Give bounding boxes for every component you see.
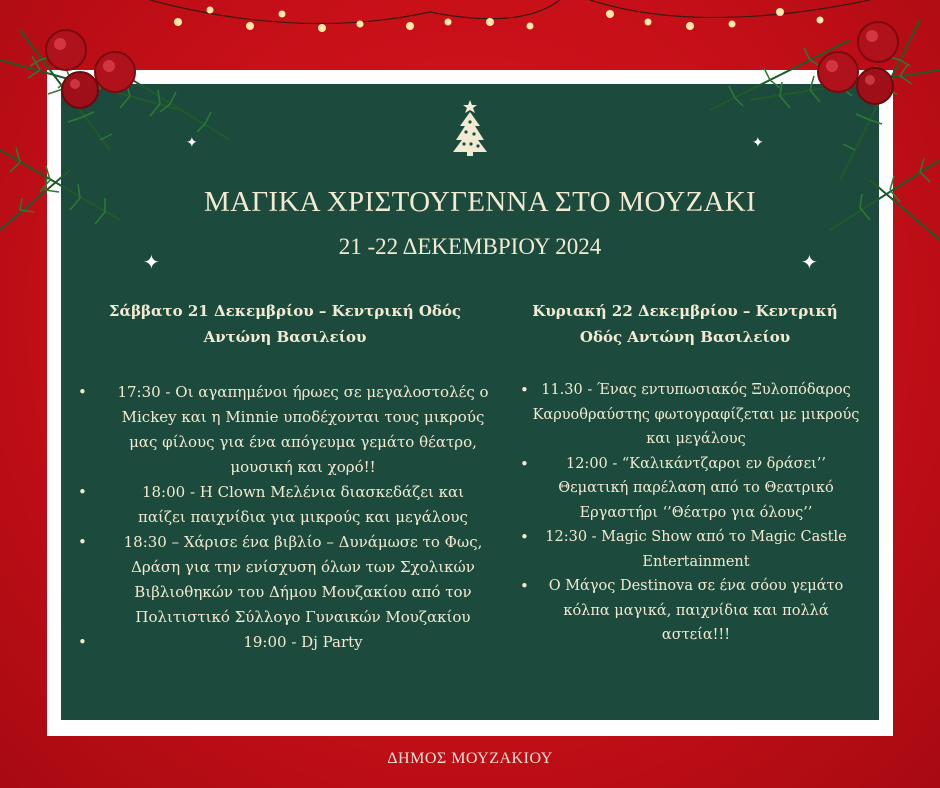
saturday-program (80, 298, 490, 655)
saturday-heading: Σάββατο 21 Δεκεμβρίου – Κεντρική Οδός Αντώνη Βασιλείου (108, 302, 462, 346)
bullet-icon: • (520, 381, 529, 399)
sunday-program (510, 298, 860, 648)
list-item: • Ο Μάγος Destinova σε ένα σόου γεμάτο κόλπα μαγικά, παιχνίδια και πολλά αστεία!!! (510, 574, 860, 648)
list-item: • 17:30 - Οι αγαπημένοι ήρωες σε μεγαλοστολές ο Mickey και η Minnie υποδέχονται τους μικρούς μας φίλους για ένα απόγευμα γεμάτο θέατρο, μουσική και χορό!! (80, 380, 490, 480)
bullet-icon: • (78, 383, 87, 401)
event-date: 21 -22 ΔΕΚΕΜΒΡΙΟΥ 2024 (338, 234, 602, 259)
sparkle-icon: ✦ (752, 135, 764, 151)
sunday-heading: Κυριακή 22 Δεκεμβρίου – Κεντρική Οδός Αντώνη Βασιλείου (532, 302, 838, 346)
event-title: ΜΑΓΙΚΑ ΧΡΙΣΤΟΥΓΕΝΝΑ ΣΤΟ ΜΟΥΖΑΚΙ (204, 186, 756, 218)
bullet-icon: • (520, 577, 529, 595)
sparkle-icon: ✦ (186, 135, 198, 151)
list-item: • 19:00 - Dj Party (80, 630, 490, 655)
list-item: • 12:30 - Magic Show από το Magic Castle Entertainment (510, 525, 860, 574)
list-item: • 11.30 - Ένας εντυπωσιακός Ξυλοπόδαρος Καρυοθραύστης φωτογραφίζεται με μικρούς και μεγάλους (510, 378, 860, 452)
bullet-icon: • (78, 633, 87, 651)
list-item: • 18:30 – Χάρισε ένα βιβλίο – Δυνάμωσε το Φως, Δράση για την ενίσχυση όλων των Σχολικών Βιβλιοθηκών του Δήμου Μουζακίου από τον Πολιτιστικό Σύλλογο Γυναικών Μουζακίου (80, 530, 490, 630)
bullet-icon: • (78, 533, 87, 551)
bullet-icon: • (520, 454, 529, 473)
christmas-tree-icon (452, 100, 488, 156)
footer-organizer: ΔΗΜΟΣ ΜΟΥΖΑΚΙΟΥ (387, 750, 553, 767)
bullet-icon: • (520, 528, 529, 546)
list-item: • 18:00 - Η Clown Μελένια διασκεδάζει και παίζει παιχνίδια για μικρούς και μεγάλους (80, 480, 490, 530)
sparkle-icon: ✦ (143, 250, 160, 274)
bullet-icon: • (78, 483, 87, 501)
sparkle-icon: ✦ (801, 250, 818, 274)
list-item: • 12:00 - “Καλικάντζαροι εν δράσει’’ Θεματική παρέλαση από το Θεατρικό Εργαστήρι ‘’Θέατρο για όλους’’ (510, 452, 860, 526)
